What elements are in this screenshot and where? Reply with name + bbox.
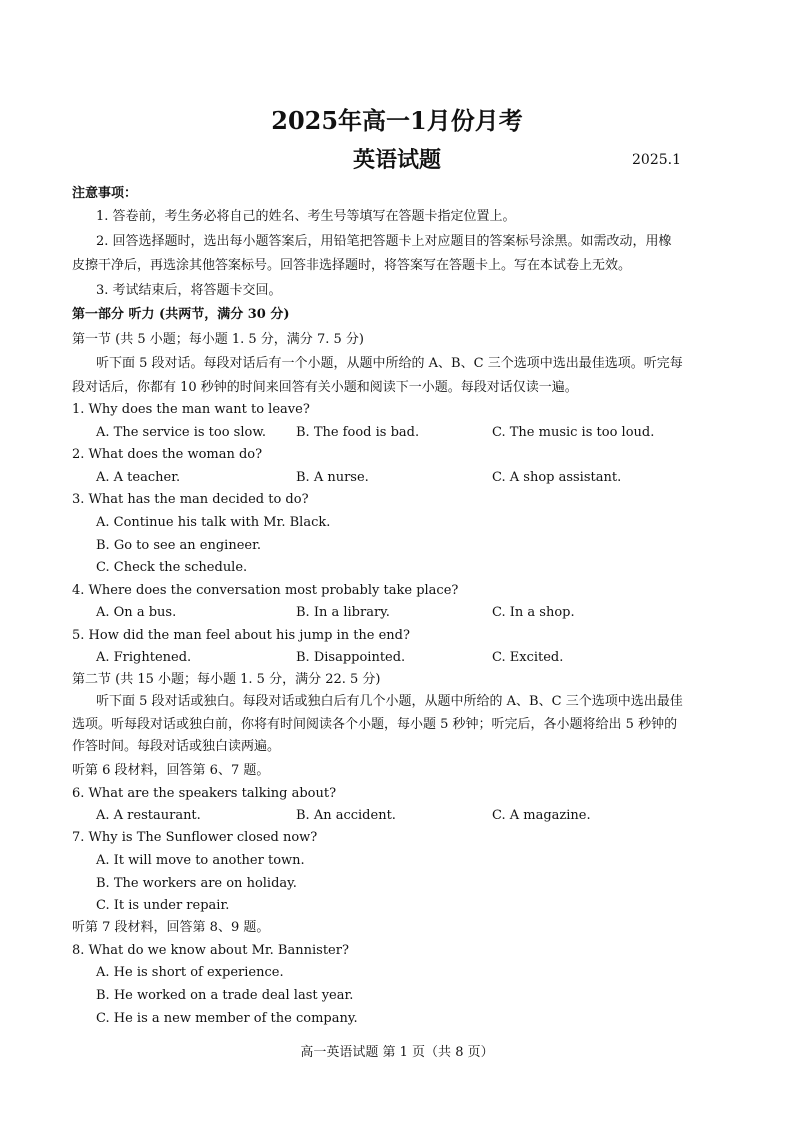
q6-option-b: B. An accident. (296, 808, 396, 823)
q7-option-c: C. It is under repair. (96, 898, 230, 913)
exam-subtitle: 英语试题 (352, 147, 441, 173)
q3-option-a: A. Continue his talk with Mr. Black. (96, 515, 331, 530)
q5-option-b: B. Disappointed. (296, 650, 406, 665)
question-2: 2. What does the woman do? (72, 447, 263, 462)
q5-option-a: A. Frightened. (96, 650, 192, 665)
q5-option-c: C. Excited. (492, 650, 564, 665)
q3-option-c: C. Check the schedule. (96, 560, 248, 575)
note-2-line-2: 皮擦干净后，再选涂其他答案标号。回答非选择题时，将答案写在答题卡上。写在本试卷上无效。 (72, 258, 632, 273)
q6-option-c: C. A magazine. (492, 808, 591, 823)
section1-instruction-1: 听下面 5 段对话。每段对话后有一个小题，从题中所给的 A、B、C 三个选项中选出最佳选项。听完每 (96, 356, 683, 371)
q6-option-a: A. A restaurant. (96, 808, 201, 823)
material-6-note: 听第 6 段材料，回答第 6、7 题。 (72, 763, 270, 778)
note-1: 1. 答卷前，考生务必将自己的姓名、考生号等填写在答题卡指定位置上。 (96, 209, 516, 224)
page-footer: 高一英语试题 第 1 页（共 8 页） (300, 1045, 494, 1060)
question-5: 5. How did the man feel about his jump in the end? (72, 628, 410, 643)
question-1: 1. Why does the man want to leave? (72, 402, 310, 417)
q4-option-b: B. In a library. (296, 605, 390, 620)
section1-heading: 第一节 (共 5 小题；每小题 1. 5 分，满分 7. 5 分) (72, 332, 364, 347)
note-3: 3. 考试结束后，将答题卡交回。 (96, 283, 282, 298)
part1-heading: 第一部分 听力 (共两节，满分 30 分) (72, 307, 290, 322)
q1-option-b: B. The food is bad. (296, 425, 420, 440)
q2-option-b: B. A nurse. (296, 470, 369, 485)
question-8: 8. What do we know about Mr. Bannister? (72, 943, 349, 958)
question-4: 4. Where does the conversation most probably take place? (72, 583, 459, 598)
q2-option-a: A. A teacher. (96, 470, 181, 485)
q8-option-c: C. He is a new member of the company. (96, 1011, 358, 1026)
q7-option-b: B. The workers are on holiday. (96, 876, 297, 891)
section2-heading: 第二节 (共 15 小题；每小题 1. 5 分，满分 22. 5 分) (72, 672, 381, 687)
section2-instruction-2: 选项。听每段对话或独白前，你将有时间阅读各个小题，每小题 5 秒钟；听完后，各小题将给出 5 秒钟的 (72, 717, 678, 732)
q7-option-a: A. It will move to another town. (96, 853, 305, 868)
notes-heading: 注意事项： (72, 186, 138, 201)
question-7: 7. Why is The Sunflower closed now? (72, 830, 318, 845)
note-2-line-1: 2. 回答选择题时，选出每小题答案后，用铅笔把答题卡上对应题目的答案标号涂黑。如需改动，用橡 (96, 234, 672, 249)
exam-date: 2025.1 (632, 152, 681, 168)
material-7-note: 听第 7 段材料，回答第 8、9 题。 (72, 920, 270, 935)
q4-option-a: A. On a bus. (96, 605, 177, 620)
q4-option-c: C. In a shop. (492, 605, 575, 620)
q1-option-c: C. The music is too loud. (492, 425, 655, 440)
section1-instruction-2: 段对话后，你都有 10 秒钟的时间来回答有关小题和阅读下一小题。每段对话仅读一遍。 (72, 380, 578, 395)
q1-option-a: A. The service is too slow. (96, 425, 267, 440)
question-3: 3. What has the man decided to do? (72, 492, 309, 507)
question-6: 6. What are the speakers talking about? (72, 786, 337, 801)
q2-option-c: C. A shop assistant. (492, 470, 622, 485)
q8-option-b: B. He worked on a trade deal last year. (96, 988, 354, 1003)
q3-option-b: B. Go to see an engineer. (96, 538, 262, 553)
section2-instruction-3: 作答时间。每段对话或独白读两遍。 (72, 739, 281, 754)
q8-option-a: A. He is short of experience. (96, 965, 284, 980)
section2-instruction-1: 听下面 5 段对话或独白。每段对话或独白后有几个小题，从题中所给的 A、B、C 三个选项中选出最佳 (96, 694, 683, 709)
exam-title: 2025年高一1月份月考 (271, 106, 523, 135)
